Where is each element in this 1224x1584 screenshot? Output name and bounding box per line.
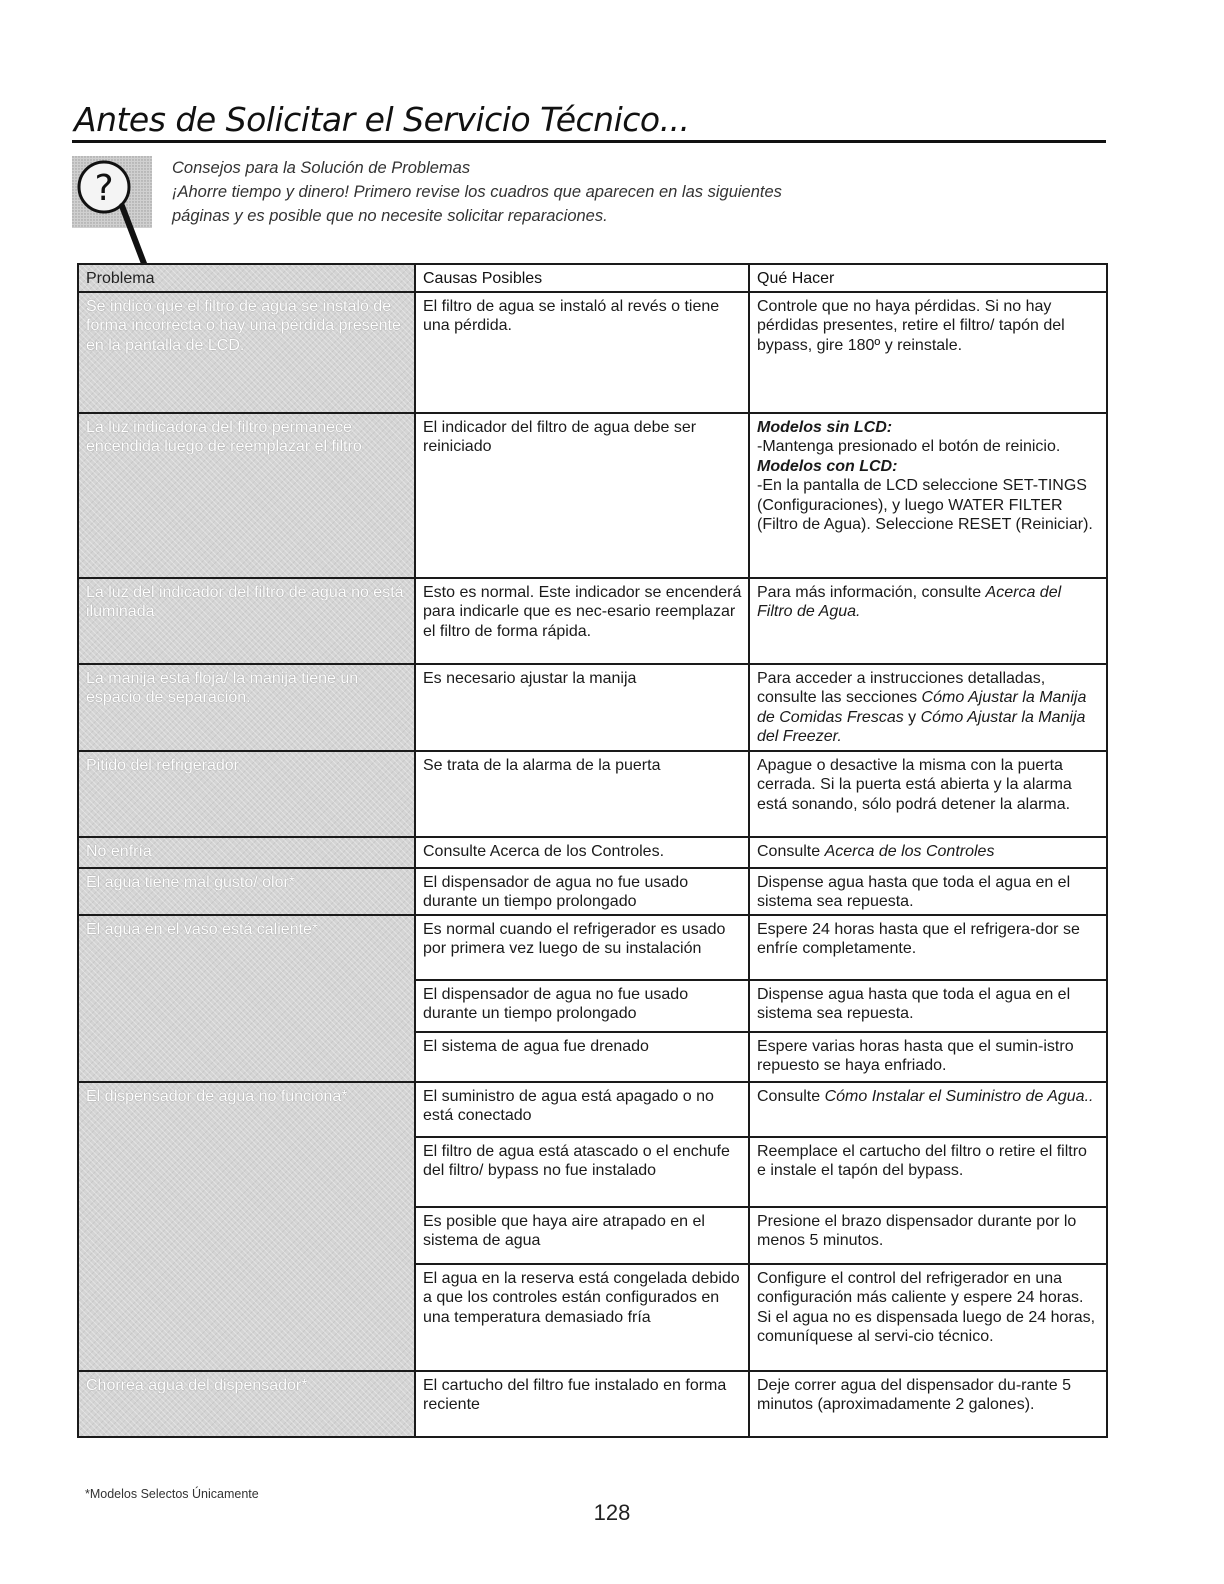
action-cell: Dispense agua hasta que toda el agua en el sistema sea repuesta. [749, 868, 1107, 915]
problem-cell: Pitido del refrigerador [78, 751, 415, 837]
models-without-lcd-title: Modelos sin LCD: [757, 418, 893, 436]
action-reference: Acerca del Filtro de Agua. [757, 583, 1062, 620]
models-with-lcd-title: Modelos con LCD: [757, 457, 898, 475]
action-reference: Acerca de los Controles [824, 842, 995, 860]
table-row [78, 664, 1107, 751]
problem-cell: El agua en el vaso está caliente* [78, 915, 415, 1082]
title-divider [72, 140, 1106, 143]
troubleshooting-table [77, 263, 1108, 1438]
action-cell [749, 413, 1107, 578]
table-row [78, 868, 1107, 915]
problem-cell: El dispensador de agua no funciona* [78, 1082, 415, 1371]
cause-cell: El cartucho del filtro fue instalado en forma reciente [415, 1371, 749, 1437]
cause-cell: El sistema de agua fue drenado [415, 1032, 749, 1082]
action-cell [749, 664, 1107, 751]
action-reference: Cómo Instalar el Suministro de Agua.. [824, 1087, 1094, 1105]
table-row [78, 578, 1107, 664]
action-text: Consulte [757, 842, 825, 860]
page-title: Antes de Solicitar el Servicio Técnico... [74, 100, 690, 139]
table-row [78, 1082, 1107, 1137]
action-cell [749, 1082, 1107, 1137]
header-causes: Causas Posibles [415, 264, 749, 292]
cause-cell: El indicador del filtro de agua debe ser reiniciado [415, 413, 749, 578]
table-header-row [78, 264, 1107, 292]
cause-cell: El dispensador de agua no fue usado durante un tiempo prolongado [415, 868, 749, 915]
problem-cell: No enfría [78, 837, 415, 868]
action-cell: Dispense agua hasta que toda el agua en el sistema sea repuesta. [749, 980, 1107, 1032]
problem-cell: La luz indicadora del filtro permanece encendida luego de reemplazar el filtro [78, 413, 415, 578]
action-connector: y [903, 708, 921, 726]
action-cell: Espere 24 horas hasta que el refrigera-dor se enfríe completamente. [749, 915, 1107, 980]
problem-cell: El agua tiene mal gusto/ olor* [78, 868, 415, 915]
cause-cell: Es necesario ajustar la manija [415, 664, 749, 751]
cause-cell: El filtro de agua está atascado o el enchufe del filtro/ bypass no fue instalado [415, 1137, 749, 1207]
action-text: Para acceder a instrucciones detalladas, consulte las secciones [757, 669, 1046, 706]
tips-text-line1: ¡Ahorre tiempo y dinero! Primero revise los cuadros que aparecen en las siguientes [172, 183, 782, 201]
action-text: Para más información, consulte [757, 583, 986, 601]
page-number: 128 [593, 1500, 631, 1525]
action-cell: Presione el brazo dispensador durante por lo menos 5 minutos. [749, 1207, 1107, 1264]
problem-cell: La luz del indicador del filtro de agua no está iluminada [78, 578, 415, 664]
table-row [78, 413, 1107, 578]
cause-cell: Es normal cuando el refrigerador es usado por primera vez luego de su instalación [415, 915, 749, 980]
cause-cell: Esto es normal. Este indicador se encenderá para indicarle que es nec-esario reemplazar el filtro de forma rápida. [415, 578, 749, 664]
cause-cell: Se trata de la alarma de la puerta [415, 751, 749, 837]
header-problem: Problema [78, 264, 415, 292]
action-cell [749, 578, 1107, 664]
header-what-to-do: Qué Hacer [749, 264, 1107, 292]
table-row [78, 915, 1107, 980]
models-with-lcd-text: -En la pantalla de LCD seleccione SET-TINGS (Configuraciones), y luego WATER FILTER (Filtro de Agua). Seleccione RESET (Reiniciar). [757, 477, 1093, 533]
tips-block [172, 156, 782, 228]
action-cell: Controle que no haya pérdidas. Si no hay pérdidas presentes, retire el filtro/ tapón del bypass, gire 180º y reinstale. [749, 292, 1107, 413]
models-without-lcd-text: -Mantenga presionado el botón de reinicio. [757, 438, 1061, 455]
action-text: Consulte [757, 1087, 825, 1105]
action-reference: Cómo Ajustar la Manija de Comidas Frescas [757, 689, 1087, 726]
problem-cell: La manija está floja/ la manija tiene un espacio de separación. [78, 664, 415, 751]
action-reference-2: Cómo Ajustar la Manija del Freezer. [757, 708, 1086, 745]
cause-cell: El filtro de agua se instaló al revés o tiene una pérdida. [415, 292, 749, 413]
table-row [78, 1371, 1107, 1437]
action-cell: Deje correr agua del dispensador du-rante 5 minutos (aproximadamente 2 galones). [749, 1371, 1107, 1437]
tips-heading: Consejos para la Solución de Problemas [172, 159, 471, 177]
table-row [78, 292, 1107, 413]
cause-cell: El suministro de agua está apagado o no está conectado [415, 1082, 749, 1137]
action-cell: Apague o desactive la misma con la puerta cerrada. Si la puerta está abierta y la alarma está sonando, sólo podrá detener la alarma. [749, 751, 1107, 837]
svg-text:?: ? [94, 168, 114, 209]
cause-cell: Consulte Acerca de los Controles. [415, 837, 749, 868]
cause-cell: Es posible que haya aire atrapado en el sistema de agua [415, 1207, 749, 1264]
action-cell: Reemplace el cartucho del filtro o retire el filtro e instale el tapón del bypass. [749, 1137, 1107, 1207]
table-row [78, 837, 1107, 868]
tips-text-line2: páginas y es posible que no necesite solicitar reparaciones. [172, 207, 608, 225]
action-cell [749, 837, 1107, 868]
footnote: *Modelos Selectos Únicamente [85, 1487, 259, 1501]
cause-cell: El agua en la reserva está congelada debido a que los controles están configurados en una temperatura demasiado fría [415, 1264, 749, 1371]
action-cell: Espere varias horas hasta que el sumin-istro repuesto se haya enfriado. [749, 1032, 1107, 1082]
problem-cell: Se indicó que el filtro de agua se instaló de forma incorrecta o hay una pérdida presente en la pantalla de LCD. [78, 292, 415, 413]
cause-cell: El dispensador de agua no fue usado durante un tiempo prolongado [415, 980, 749, 1032]
action-cell: Configure el control del refrigerador en una configuración más caliente y espere 24 horas. Si el agua no es dispensada luego de 24 horas, comuníquese al servi-cio técnico. [749, 1264, 1107, 1371]
table-row [78, 751, 1107, 837]
problem-cell: Chorrea agua del dispensador* [78, 1371, 415, 1437]
